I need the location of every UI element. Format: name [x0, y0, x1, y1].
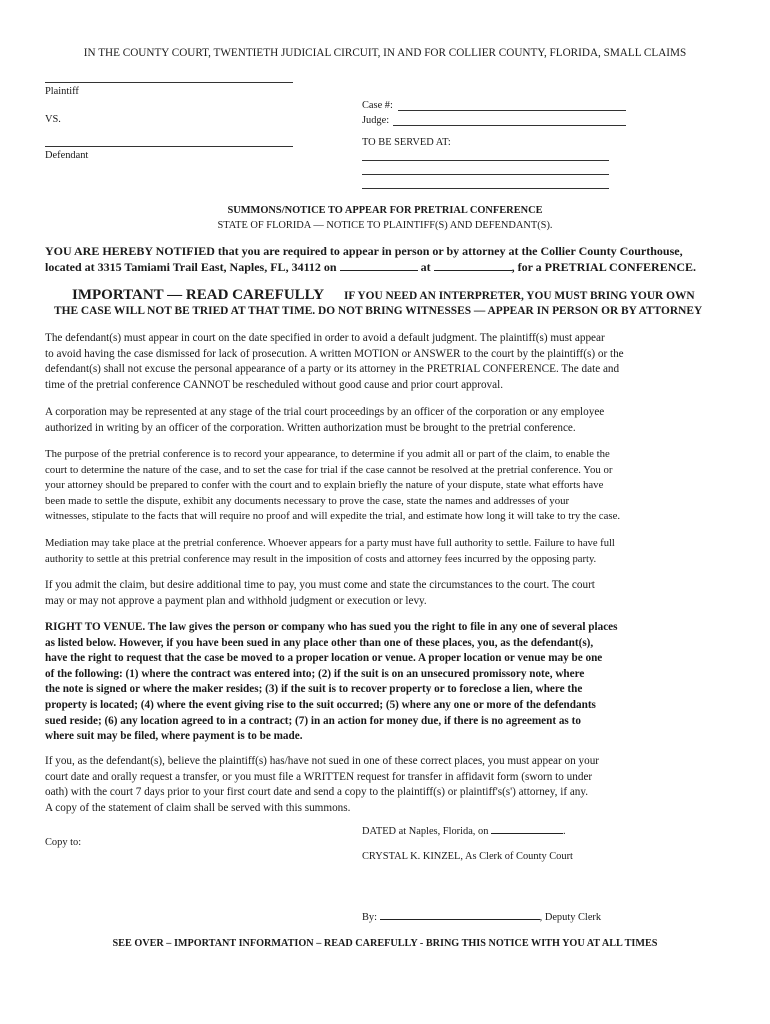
document-title: SUMMONS/NOTICE TO APPEAR FOR PRETRIAL CONFERENCE: [227, 205, 543, 216]
text-line: sued reside; (6) any location agreed to in a contract; (7) in an action for money due, if there is no agreement as to: [45, 714, 581, 727]
deputy-signature-field[interactable]: [380, 909, 540, 920]
text-line: The purpose of the pretrial conference is to record your appearance, to determine if you admit all or part of the claim, to enable the: [45, 448, 610, 460]
text-line: authority to settle at this pretrial conference may result in the imposition of costs and attorney fees incurred by the opposing party.: [45, 553, 597, 565]
copy-to-label: Copy to:: [45, 837, 82, 848]
case-number-line[interactable]: [398, 110, 626, 111]
text-line: court date and orally request a transfer, or you must file a WRITTEN request for transfer in affidavit form (sworn to under: [45, 770, 593, 783]
notice-line-2: [45, 260, 696, 275]
text-line: Mediation may take place at the pretrial conference. Whoever appears for a party must have full authority to settle. Failure to have full: [45, 538, 615, 549]
important-heading: IMPORTANT — READ CAREFULLY: [72, 287, 325, 303]
judge-line[interactable]: [393, 125, 626, 126]
judge-label: Judge:: [362, 115, 390, 126]
text-line: witnesses, stipulate to the facts that will require no proof and will expedite the trial, and estimate how long it will take to try the case.: [45, 510, 621, 523]
plaintiff-label: Plaintiff: [45, 86, 79, 97]
to-be-served-label: TO BE SERVED AT:: [362, 137, 451, 148]
text-line: the note is signed or where the maker resides; (3) if the suit is to recover property or to foreclose a lien, where the: [45, 683, 583, 696]
text-line: defendant(s) shall not excuse the personal appearance of a party or its attorney in the PRETRIAL CONFERENCE. The date and: [45, 363, 620, 376]
paragraph-mediation: [45, 536, 725, 567]
footer-notice: SEE OVER – IMPORTANT INFORMATION – READ CAREFULLY - BRING THIS NOTICE WITH YOU AT ALL TIMES: [112, 938, 658, 949]
dated-label: DATED at Naples, Florida, on: [362, 826, 489, 837]
text-line: have the right to request that the case be moved to a proper location or venue. A proper location or venue may be one: [45, 652, 603, 665]
defendant-line[interactable]: [45, 146, 293, 147]
paragraph-payment: [45, 578, 725, 609]
dated-line: [362, 823, 566, 837]
paragraph-transfer: [45, 754, 725, 816]
text-line: If you, as the defendant(s), believe the plaintiff(s) has/have not sued in one of these correct places, you must appear on your: [45, 755, 600, 767]
text-line: of the following: (1) where the contract was entered into; (2) if the suit is on an unsecured promissory note, where: [45, 667, 585, 680]
paragraph-appearance: [45, 331, 725, 393]
paragraph-purpose: [45, 447, 725, 525]
clerk-name: CRYSTAL K. KINZEL, As Clerk of County Court: [362, 851, 573, 862]
text-line: where suit may be filed, where payment is to be made.: [45, 730, 303, 743]
by-label: By:: [362, 912, 378, 923]
text-line: your attorney should be prepared to confer with the court and to explain briefly the nature of your dispute, state what efforts have: [45, 479, 604, 492]
plaintiff-line[interactable]: [45, 82, 293, 83]
vs-label: VS.: [45, 114, 61, 125]
text-line: oath) with the court 7 days prior to your first court date and send a copy to the plaintiff(s) or plaintiff's(s') attorney, if any.: [45, 786, 589, 799]
by-line: [362, 909, 601, 923]
document-subtitle: STATE OF FLORIDA — NOTICE TO PLAINTIFF(S) AND DEFENDANT(S).: [217, 220, 553, 231]
text-line: The defendant(s) must appear in court on the date specified in order to avoid a default judgment. The plaintiff(s) must appear: [45, 332, 605, 344]
text-line: A copy of the statement of claim shall be served with this summons.: [45, 801, 351, 814]
served-address-line-2[interactable]: [362, 174, 609, 175]
dated-date-field[interactable]: [491, 823, 563, 834]
text-line: time of the pretrial conference CANNOT be rescheduled without good cause and prior court approval.: [45, 378, 504, 391]
not-tried-notice: THE CASE WILL NOT BE TRIED AT THAT TIME. DO NOT BRING WITNESSES — APPEAR IN PERSON OR BY ATTORNEY: [54, 305, 703, 317]
paragraph-venue: [45, 620, 725, 745]
notice-at: at: [420, 260, 431, 274]
interpreter-notice: IF YOU NEED AN INTERPRETER, YOU MUST BRING YOUR OWN: [344, 290, 695, 302]
text-line: If you admit the claim, but desire additional time to pay, you must come and state the circumstances to the court. The court: [45, 579, 595, 591]
conference-time-field[interactable]: [434, 260, 512, 271]
text-line: court to determine the nature of the case, and to set the case for trial if the case cannot be resolved at the pretrial conference. You or: [45, 463, 613, 476]
text-line: may or may not approve a payment plan and withhold judgment or execution or levy.: [45, 594, 427, 607]
court-heading: IN THE COUNTY COURT, TWENTIETH JUDICIAL CIRCUIT, IN AND FOR COLLIER COUNTY, FLORIDA, SMALL CLAIMS: [83, 47, 687, 59]
served-address-line-1[interactable]: [362, 160, 609, 161]
notice-line-1: YOU ARE HEREBY NOTIFIED that you are required to appear in person or by attorney at the Collier County Courthouse,: [45, 244, 683, 258]
text-line: RIGHT TO VENUE. The law gives the person or company who has sued you the right to file in any one of several places: [45, 621, 618, 633]
served-address-line-3[interactable]: [362, 188, 609, 189]
text-line: been made to settle the dispute, exhibit any documents necessary to prove the case, state the names and addresses of your: [45, 494, 570, 507]
defendant-label: Defendant: [45, 150, 89, 161]
text-line: as listed below. However, if you have been sued in any place other than one of these places, you, as the defendant(s),: [45, 636, 594, 649]
deputy-clerk-label: , Deputy Clerk: [539, 912, 602, 923]
text-line: A corporation may be represented at any stage of the trial court proceedings by an officer of the corporation or any employee: [45, 406, 605, 418]
paragraph-corporation: [45, 405, 725, 436]
case-number-label: Case #:: [362, 100, 393, 111]
notice-location: located at 3315 Tamiami Trail East, Naples, FL, 34112 on: [45, 260, 337, 274]
conference-date-field[interactable]: [340, 260, 418, 271]
text-line: property is located; (4) where the event giving rise to the suit occurred; (5) where any one or more of the defendants: [45, 698, 596, 711]
text-line: authorized in writing by an officer of the corporation. Written authorization must be brought to the pretrial conference.: [45, 421, 576, 434]
dated-period: .: [563, 826, 566, 837]
text-line: to avoid having the case dismissed for lack of prosecution. A written MOTION or ANSWER to the court by the plaintiff(s) or the: [45, 347, 624, 360]
notice-conference: , for a PRETRIAL CONFERENCE.: [511, 260, 697, 274]
